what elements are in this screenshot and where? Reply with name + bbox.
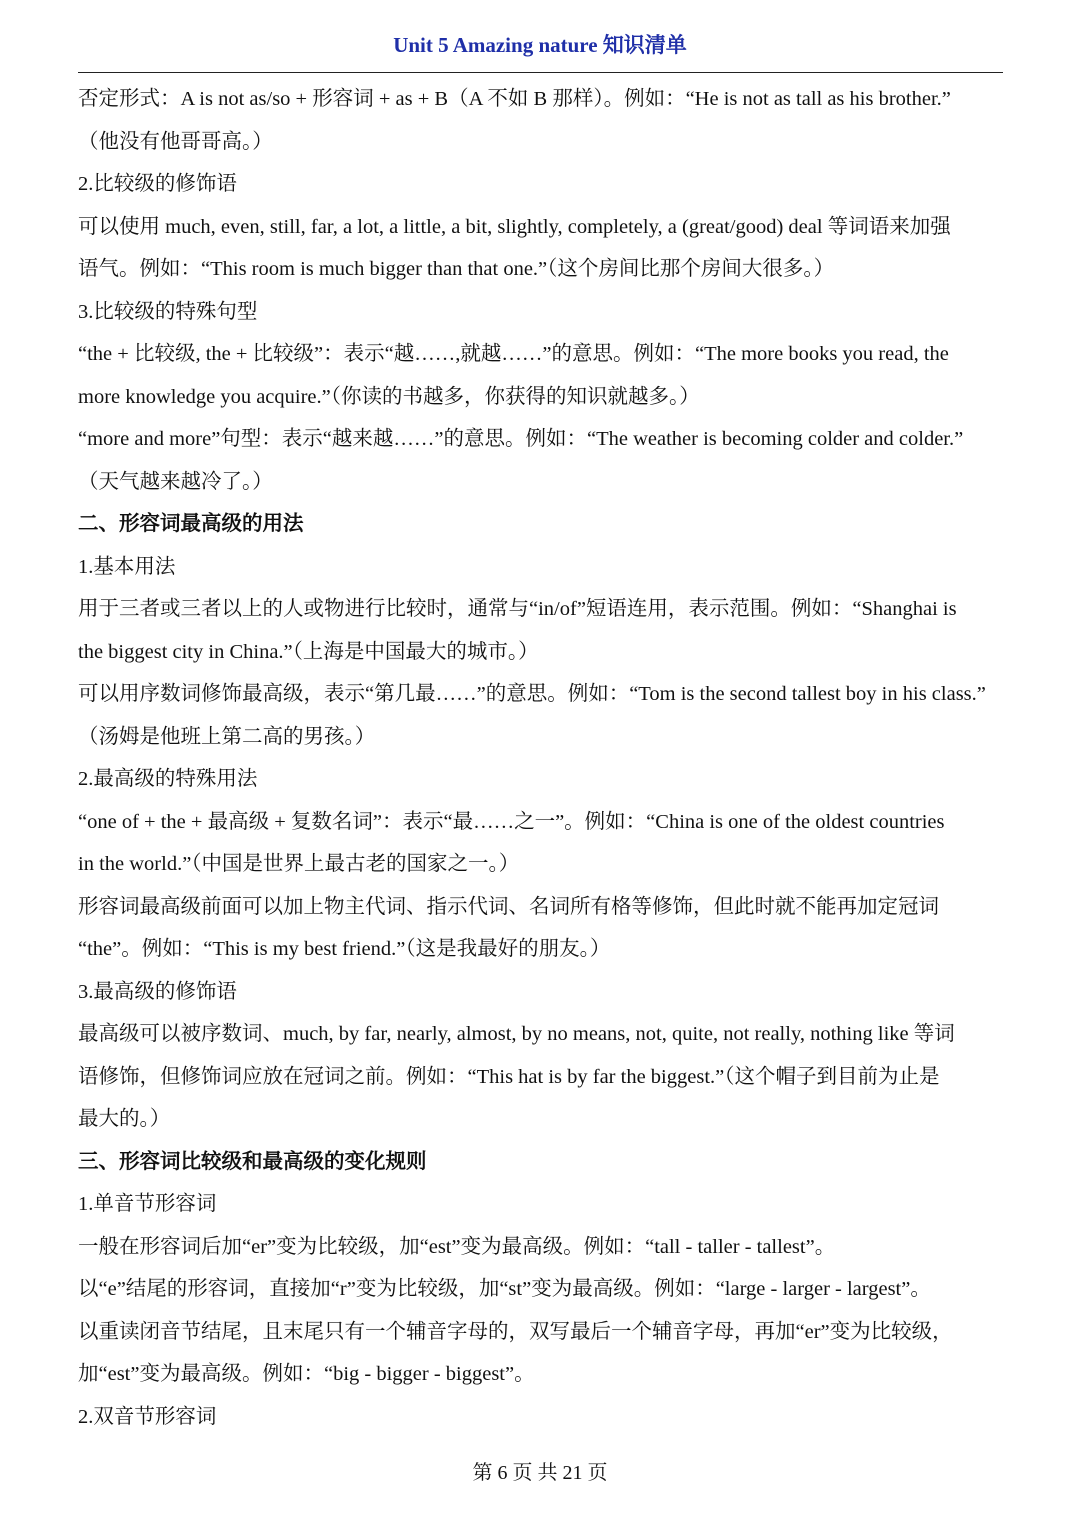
text-line: 否定形式：A is not as/so + 形容词 + as + B（A 不如 B 那样）。例如：“He is not as tall as his brother.” xyxy=(78,88,951,110)
text-line: “more and more”句型：表示“越来越……”的意思。例如：“The weather is becoming colder and colder.” xyxy=(78,428,964,450)
text-line: 2.双音节形容词 xyxy=(78,1405,217,1428)
text-line: （他没有他哥哥高。） xyxy=(78,130,273,153)
text-line: “one of + the + 最高级 + 复数名词”：表示“最……之一”。例如：“China is one of the oldest countries xyxy=(78,810,945,833)
text-line: 以“e”结尾的形容词，直接加“r”变为比较级，加“st”变为最高级。例如：“large - larger - largest”。 xyxy=(78,1278,931,1300)
text-line: 用于三者或三者以上的人或物进行比较时，通常与“in/of”短语连用，表示范围。例如：“Shanghai is xyxy=(78,598,957,620)
text-line: 可以用序数词修饰最高级，表示“第几最……”的意思。例如：“Tom is the second tallest boy in his class.” xyxy=(78,683,986,705)
text-line: 最大的。） xyxy=(78,1108,171,1130)
page-number: 第 6 页 共 21 页 xyxy=(472,1462,608,1484)
text-line: 语修饰，但修饰词应放在冠词之前。例如：“This hat is by far the biggest.”（这个帽子到目前为止是 xyxy=(78,1065,940,1088)
header-divider xyxy=(78,72,1003,73)
text-line: （天气越来越冷了。） xyxy=(78,470,273,493)
text-line: 加“est”变为最高级。例如：“big - bigger - biggest”。 xyxy=(78,1363,535,1385)
text-line: 2.最高级的特殊用法 xyxy=(78,768,258,790)
text-line: 1.单音节形容词 xyxy=(78,1193,217,1215)
text-line: in the world.”（中国是世界上最古老的国家之一。） xyxy=(78,853,520,875)
text-line: 2.比较级的修饰语 xyxy=(78,173,237,195)
text-line: more knowledge you acquire.”（你读的书越多，你获得的知识就越多。） xyxy=(78,385,700,408)
document-body xyxy=(78,78,1018,1438)
section-heading: 二、形容词最高级的用法 xyxy=(78,513,304,535)
section-heading: 三、形容词比较级和最高级的变化规则 xyxy=(78,1150,427,1173)
page-header-title: Unit 5 Amazing nature 知识清单 xyxy=(393,33,687,57)
text-line: the biggest city in China.”（上海是中国最大的城市。） xyxy=(78,640,539,663)
text-line: “the”。例如：“This is my best friend.”（这是我最好的朋友。） xyxy=(78,938,611,960)
text-line: 可以使用 much, even, still, far, a lot, a little, a bit, slightly, completely, a (great/good) deal 等词语来加强 xyxy=(78,215,951,238)
text-line: 最高级可以被序数词、much, by far, nearly, almost, by no means, not, quite, not really, nothing like 等词 xyxy=(78,1023,955,1045)
text-line: （汤姆是他班上第二高的男孩。） xyxy=(78,725,376,748)
text-line: 形容词最高级前面可以加上物主代词、指示代词、名词所有格等修饰，但此时就不能再加定冠词 xyxy=(78,895,939,918)
text-line: 以重读闭音节结尾，且末尾只有一个辅音字母的，双写最后一个辅音字母，再加“er”变为比较级， xyxy=(78,1320,953,1343)
text-line: 一般在形容词后加“er”变为比较级，加“est”变为最高级。例如：“tall - taller - tallest”。 xyxy=(78,1235,836,1258)
text-line: 3.比较级的特殊句型 xyxy=(78,300,258,323)
text-line: 1.基本用法 xyxy=(78,555,176,578)
text-line: “the + 比较级, the + 比较级”：表示“越……,就越……”的意思。例如：“The more books you read, the xyxy=(78,343,949,365)
text-line: 语气。例如：“This room is much bigger than that one.”（这个房间比那个房间大很多。） xyxy=(78,258,835,280)
text-line: 3.最高级的修饰语 xyxy=(78,980,237,1003)
